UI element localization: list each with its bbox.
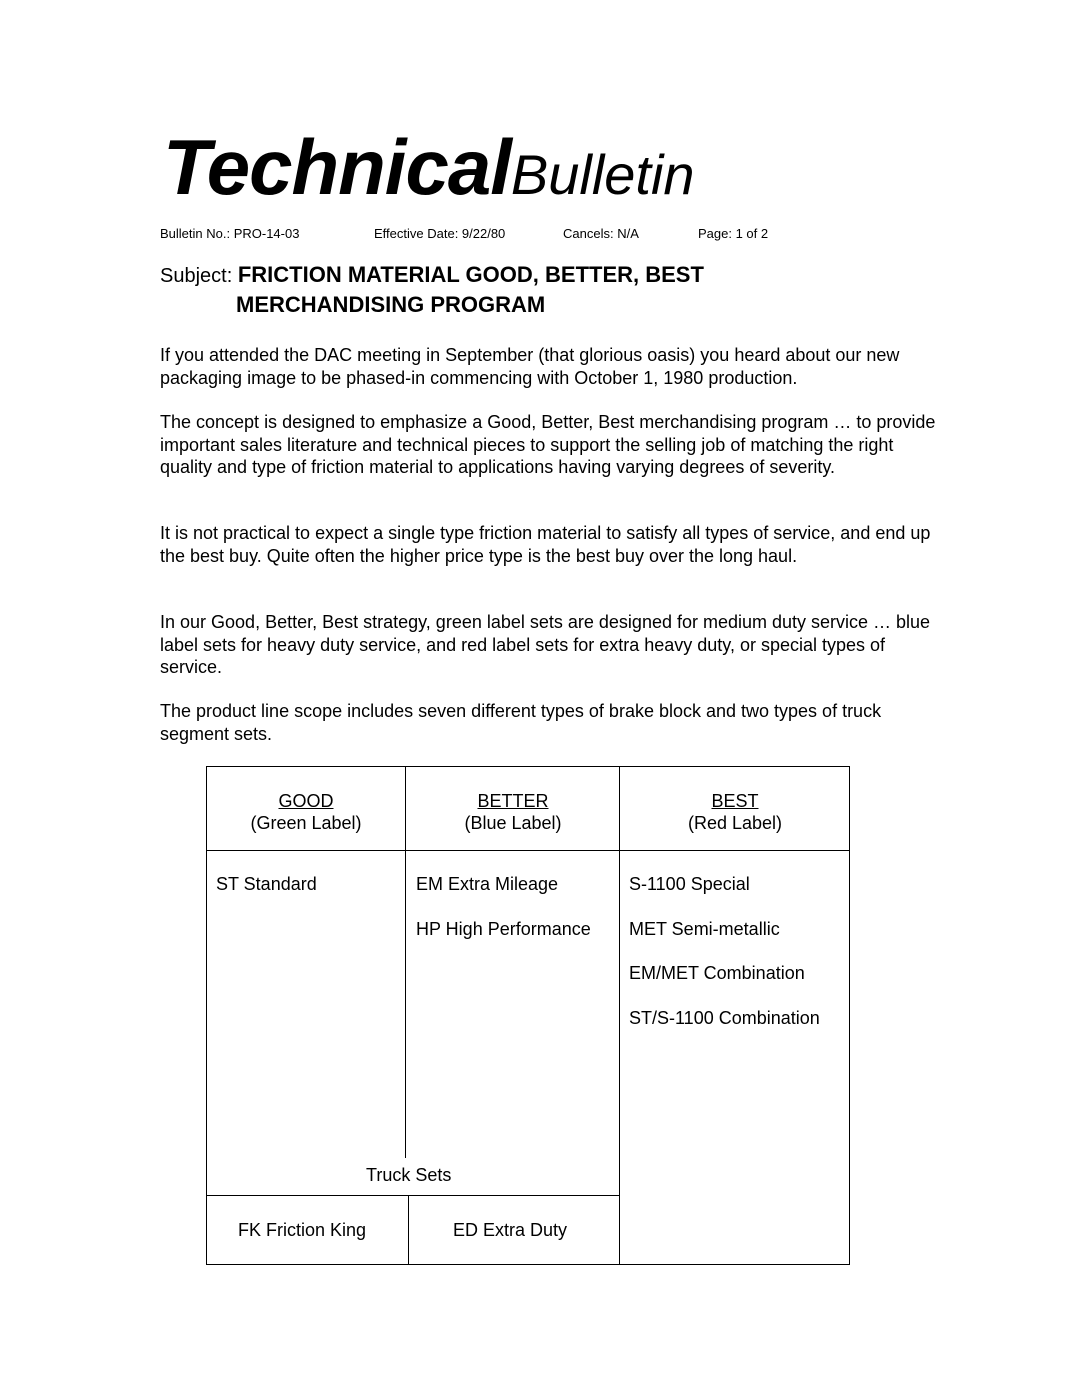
truck-item: FK Friction King bbox=[238, 1220, 367, 1240]
better-item: EM Extra Mileage bbox=[416, 874, 559, 894]
effective-date: Effective Date: 9/22/80 bbox=[374, 226, 506, 241]
table-border-right bbox=[849, 766, 850, 1265]
subject-title: FRICTION MATERIAL GOOD, BETTER, BEST bbox=[237, 262, 704, 287]
table-border-top bbox=[206, 766, 850, 767]
paragraph-4: In our Good, Better, Best strategy, green label sets are designed for medium duty service … blue label sets for heavy duty service, and red label sets for extra heavy duty, or special types of service. bbox=[160, 612, 931, 677]
paragraph-1: If you attended the DAC meeting in September (that glorious oasis) you heard about our new packaging image to be phased-in commencing with October 1, 1980 production. bbox=[160, 345, 900, 388]
best-item: ST/S-1100 Combination bbox=[629, 1008, 820, 1028]
better-item: HP High Performance bbox=[416, 919, 591, 939]
truck-sets-divider bbox=[206, 1195, 620, 1196]
subject-line bbox=[160, 262, 704, 288]
table-col-divider-2 bbox=[619, 766, 620, 1265]
title-bulletin: Bulletin bbox=[510, 143, 695, 206]
good-item: ST Standard bbox=[216, 874, 317, 894]
cancels: Cancels: N/A bbox=[563, 226, 639, 241]
bulletin-title bbox=[163, 123, 695, 211]
paragraph-3: It is not practical to expect a single type friction material to satisfy all types of service, and end up the best buy. Quite often the higher price type is the best buy over the long haul. bbox=[160, 523, 931, 566]
page-number: Page: 1 of 2 bbox=[698, 226, 769, 241]
column-header-better bbox=[406, 790, 620, 834]
column-header-good bbox=[206, 790, 406, 834]
truck-sets-label: Truck Sets bbox=[366, 1165, 452, 1185]
best-item: S-1100 Special bbox=[629, 874, 750, 894]
column-title-good: GOOD bbox=[278, 791, 334, 811]
column-title-best: BEST bbox=[711, 791, 759, 811]
subject-label: Subject: bbox=[160, 265, 233, 287]
bulletin-number: Bulletin No.: PRO-14-03 bbox=[160, 226, 300, 241]
column-label-good: (Green Label) bbox=[250, 813, 362, 833]
column-title-better: BETTER bbox=[477, 791, 549, 811]
title-technical: Technical bbox=[163, 123, 511, 211]
paragraph-5: The product line scope includes seven different types of brake block and two types of truck segment sets. bbox=[160, 701, 882, 744]
table-header-divider bbox=[206, 850, 850, 851]
table-border-left bbox=[206, 766, 207, 1265]
subject-title-line2: MERCHANDISING PROGRAM bbox=[236, 292, 546, 317]
best-item: MET Semi-metallic bbox=[629, 919, 780, 939]
column-label-better: (Blue Label) bbox=[464, 813, 562, 833]
table-border-bottom bbox=[206, 1264, 850, 1265]
best-item: EM/MET Combination bbox=[629, 963, 805, 983]
column-label-best: (Red Label) bbox=[687, 813, 783, 833]
truck-col-divider bbox=[408, 1195, 409, 1265]
paragraph-2: The concept is designed to emphasize a Good, Better, Best merchandising program … to provide important sales literature and technical pieces to support the selling job of matching the right quality and type of friction material to applications having varying degrees of severity. bbox=[160, 412, 936, 477]
column-header-best bbox=[620, 790, 850, 834]
truck-item: ED Extra Duty bbox=[453, 1220, 568, 1240]
